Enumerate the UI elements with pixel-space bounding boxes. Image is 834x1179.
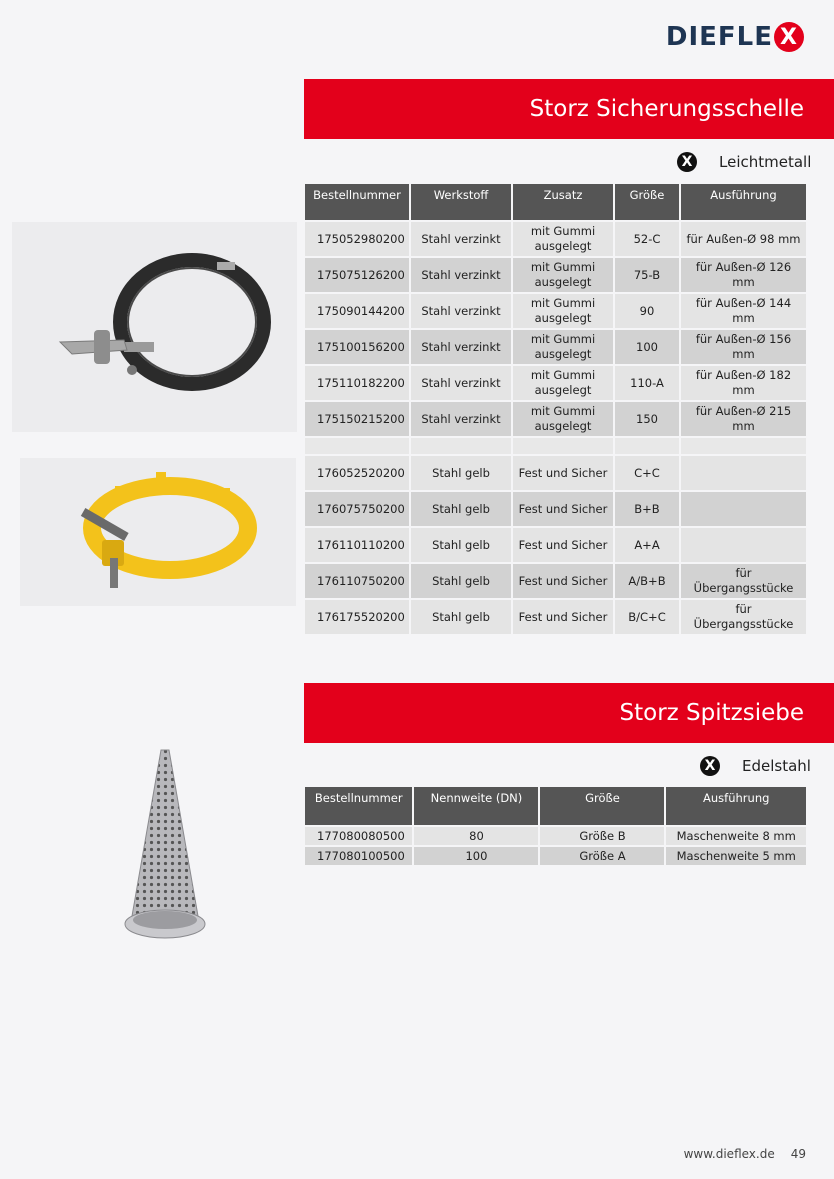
cell-order-number: 175075126200	[305, 258, 409, 292]
col-header: Werkstoff	[411, 184, 511, 220]
cell-size: 52-C	[615, 222, 679, 256]
cell-size: 150	[615, 402, 679, 436]
cell-size: A+A	[615, 528, 679, 562]
material-x-icon: X	[700, 756, 720, 776]
col-header: Größe	[615, 184, 679, 220]
cell-material: Stahl gelb	[411, 492, 511, 526]
cell-size: 90	[615, 294, 679, 328]
cell-size: Größe B	[540, 827, 664, 845]
page-footer	[684, 1147, 806, 1161]
table-header-row	[305, 787, 806, 825]
sicherungsschelle-table	[303, 182, 808, 636]
table-row	[305, 492, 806, 526]
table-row	[305, 402, 806, 436]
cell-extra: mit Gummi ausgelegt	[513, 366, 613, 400]
table-spacer-row	[305, 438, 806, 454]
cell-version: für Übergangsstücke	[681, 600, 806, 634]
cell-size: B/C+C	[615, 600, 679, 634]
cell-version: Maschenweite 5 mm	[666, 847, 806, 865]
cell-order-number: 175052980200	[305, 222, 409, 256]
cell-size: 100	[615, 330, 679, 364]
cell-version: Maschenweite 8 mm	[666, 827, 806, 845]
table-row	[305, 222, 806, 256]
cell-size: 75-B	[615, 258, 679, 292]
col-header: Bestellnummer	[305, 787, 412, 825]
col-header: Bestellnummer	[305, 184, 409, 220]
table-row	[305, 330, 806, 364]
cell-version: für Außen-Ø 182 mm	[681, 366, 806, 400]
col-header: Ausführung	[681, 184, 806, 220]
col-header: Ausführung	[666, 787, 806, 825]
cell-size: 110-A	[615, 366, 679, 400]
cell-order-number: 175110182200	[305, 366, 409, 400]
section-title: Storz Spitzsiebe	[619, 700, 804, 726]
table-row	[305, 258, 806, 292]
cell-version: für Außen-Ø 215 mm	[681, 402, 806, 436]
cell-nominal-width: 100	[414, 847, 538, 865]
cell-material: Stahl verzinkt	[411, 330, 511, 364]
cell-size: A/B+B	[615, 564, 679, 598]
cell-order-number: 176175520200	[305, 600, 409, 634]
page-number: 49	[790, 1147, 806, 1161]
section-banner-spitzsiebe	[304, 683, 834, 743]
cell-extra: Fest und Sicher	[513, 492, 613, 526]
cell-order-number: 176075750200	[305, 492, 409, 526]
cell-material: Stahl verzinkt	[411, 294, 511, 328]
cell-material: Stahl verzinkt	[411, 222, 511, 256]
cell-material: Stahl verzinkt	[411, 258, 511, 292]
table-row	[305, 366, 806, 400]
cell-size: C+C	[615, 456, 679, 490]
cell-material: Stahl verzinkt	[411, 366, 511, 400]
clamp-yellow-image	[20, 458, 296, 606]
cell-material: Stahl gelb	[411, 600, 511, 634]
table-row	[305, 827, 806, 845]
cell-extra: mit Gummi ausgelegt	[513, 258, 613, 292]
cell-order-number: 177080080500	[305, 827, 412, 845]
cell-extra: mit Gummi ausgelegt	[513, 330, 613, 364]
cell-material: Stahl verzinkt	[411, 402, 511, 436]
cell-order-number: 175150215200	[305, 402, 409, 436]
cell-version	[681, 528, 806, 562]
col-header: Größe	[540, 787, 664, 825]
table-row	[305, 456, 806, 490]
table-row	[305, 528, 806, 562]
cell-size: Größe A	[540, 847, 664, 865]
cell-order-number: 176052520200	[305, 456, 409, 490]
cell-extra: mit Gummi ausgelegt	[513, 294, 613, 328]
dieflex-logo	[666, 22, 804, 52]
cell-order-number: 175090144200	[305, 294, 409, 328]
cell-version	[681, 456, 806, 490]
table-row	[305, 294, 806, 328]
logo-x-icon: X	[774, 22, 804, 52]
spitzsiebe-table	[303, 785, 808, 867]
cell-order-number: 177080100500	[305, 847, 412, 865]
cell-extra: Fest und Sicher	[513, 600, 613, 634]
logo-text: DIEFLE	[665, 22, 773, 52]
table-header-row	[305, 184, 806, 220]
table-row	[305, 847, 806, 865]
cell-material: Stahl gelb	[411, 528, 511, 562]
cell-extra: Fest und Sicher	[513, 456, 613, 490]
cone-strainer-image	[120, 748, 210, 946]
material-x-icon: X	[677, 152, 697, 172]
cell-extra: Fest und Sicher	[513, 528, 613, 562]
section-banner-sicherungsschelle	[304, 79, 834, 139]
cell-material: Stahl gelb	[411, 564, 511, 598]
table-row	[305, 600, 806, 634]
cell-order-number: 175100156200	[305, 330, 409, 364]
cell-extra: mit Gummi ausgelegt	[513, 402, 613, 436]
clamp-black-image	[12, 222, 297, 432]
col-header: Nennweite (DN)	[414, 787, 538, 825]
cell-material: Stahl gelb	[411, 456, 511, 490]
cell-nominal-width: 80	[414, 827, 538, 845]
section-title: Storz Sicherungsschelle	[529, 96, 804, 122]
material-indicator	[700, 756, 811, 776]
cell-version: für Außen-Ø 144 mm	[681, 294, 806, 328]
cell-extra: mit Gummi ausgelegt	[513, 222, 613, 256]
material-label: Edelstahl	[742, 757, 811, 775]
cell-order-number: 176110750200	[305, 564, 409, 598]
material-indicator	[677, 152, 811, 172]
cell-version: für Außen-Ø 126 mm	[681, 258, 806, 292]
material-label: Leichtmetall	[719, 153, 812, 171]
cell-version: für Übergangsstücke	[681, 564, 806, 598]
cell-extra: Fest und Sicher	[513, 564, 613, 598]
col-header: Zusatz	[513, 184, 613, 220]
table-row	[305, 564, 806, 598]
cell-version	[681, 492, 806, 526]
footer-url[interactable]: www.dieflex.de	[683, 1147, 775, 1161]
cell-order-number: 176110110200	[305, 528, 409, 562]
cell-version: für Außen-Ø 156 mm	[681, 330, 806, 364]
cell-size: B+B	[615, 492, 679, 526]
cell-version: für Außen-Ø 98 mm	[681, 222, 806, 256]
